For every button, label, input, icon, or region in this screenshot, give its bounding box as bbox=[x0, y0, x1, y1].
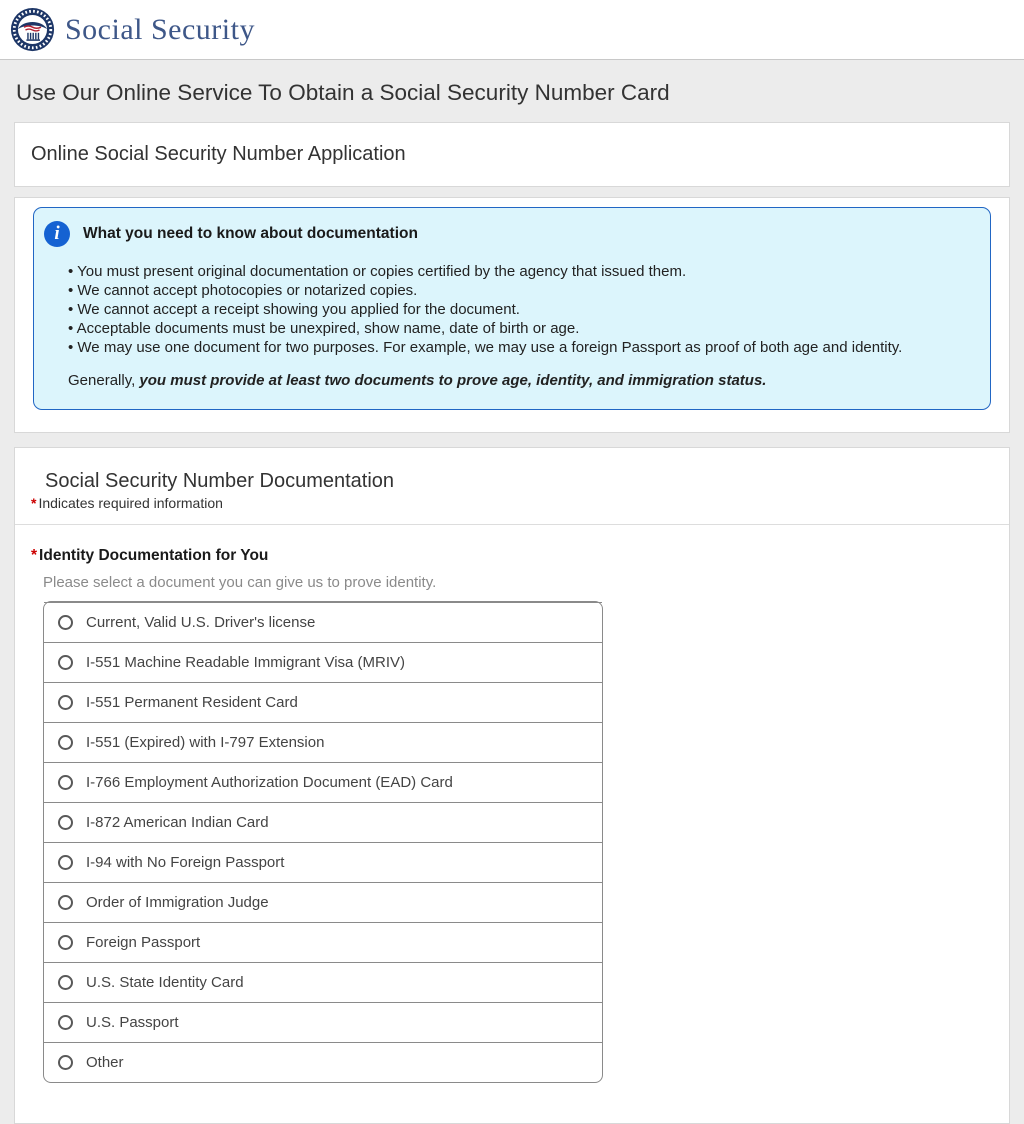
radio-button[interactable] bbox=[58, 1055, 73, 1070]
ssa-seal-icon bbox=[10, 7, 55, 52]
info-bullet-item: • You must present original documentation or copies certified by the agency that issued them. bbox=[68, 262, 970, 281]
radio-option-row[interactable] bbox=[44, 642, 602, 682]
application-title: Online Social Security Number Application bbox=[31, 143, 406, 165]
radio-option-row[interactable] bbox=[44, 762, 602, 802]
radio-option-label: Other bbox=[86, 1054, 124, 1071]
identity-options-list bbox=[43, 601, 603, 1083]
info-bullet-list bbox=[68, 262, 970, 357]
radio-option-label: I-766 Employment Authorization Document (EAD) Card bbox=[86, 774, 453, 791]
radio-option-label: U.S. State Identity Card bbox=[86, 974, 244, 991]
radio-button[interactable] bbox=[58, 815, 73, 830]
radio-option-row[interactable] bbox=[44, 882, 602, 922]
radio-option-row[interactable] bbox=[44, 962, 602, 1002]
radio-option-row[interactable] bbox=[44, 922, 602, 962]
radio-option-label: Current, Valid U.S. Driver's license bbox=[86, 614, 316, 631]
radio-button[interactable] bbox=[58, 895, 73, 910]
radio-option-label: U.S. Passport bbox=[86, 1014, 179, 1031]
radio-option-label: Order of Immigration Judge bbox=[86, 894, 269, 911]
radio-option-label: I-551 Permanent Resident Card bbox=[86, 694, 298, 711]
radio-option-label: I-551 (Expired) with I-797 Extension bbox=[86, 734, 325, 751]
info-card bbox=[14, 197, 1010, 433]
identity-documentation-label: * Identity Documentation for You bbox=[31, 547, 269, 564]
radio-option-row[interactable] bbox=[44, 1042, 602, 1082]
page-title: Use Our Online Service To Obtain a Social Security Number Card bbox=[16, 80, 670, 105]
radio-option-label: I-872 American Indian Card bbox=[86, 814, 269, 831]
app-header bbox=[0, 0, 1024, 60]
identity-instruction: Please select a document you can give us to prove identity. bbox=[43, 574, 437, 591]
radio-button[interactable] bbox=[58, 855, 73, 870]
radio-button[interactable] bbox=[58, 615, 73, 630]
info-box-title: What you need to know about documentation bbox=[83, 225, 418, 242]
brand-title: Social Security bbox=[65, 12, 255, 46]
section-divider bbox=[15, 524, 1009, 525]
documentation-card bbox=[14, 447, 1010, 1124]
radio-option-row[interactable] bbox=[44, 802, 602, 842]
radio-option-label: I-551 Machine Readable Immigrant Visa (MRIV) bbox=[86, 654, 406, 671]
required-asterisk: * bbox=[31, 547, 38, 564]
radio-option-label: Foreign Passport bbox=[86, 934, 201, 951]
info-note-prefix: Generally, bbox=[68, 372, 140, 389]
radio-option-row[interactable] bbox=[44, 722, 602, 762]
info-box bbox=[33, 207, 991, 410]
radio-option-row[interactable] bbox=[44, 1002, 602, 1042]
identity-documentation-section bbox=[31, 547, 993, 1083]
info-note bbox=[68, 372, 970, 389]
radio-option-row[interactable] bbox=[44, 842, 602, 882]
info-note-emphasis: you must provide at least two documents to prove age, identity, and immigration status. bbox=[139, 372, 767, 389]
radio-option-label: I-94 with No Foreign Passport bbox=[86, 854, 285, 871]
info-bullet-item: • Acceptable documents must be unexpired, show name, date of birth or age. bbox=[68, 319, 970, 338]
radio-button[interactable] bbox=[58, 975, 73, 990]
info-bullet-item: • We cannot accept a receipt showing you applied for the document. bbox=[68, 300, 970, 319]
documentation-section-title: Social Security Number Documentation bbox=[45, 470, 395, 492]
required-note: * Indicates required information bbox=[31, 495, 223, 511]
required-asterisk: * bbox=[31, 495, 37, 511]
radio-button[interactable] bbox=[58, 735, 73, 750]
radio-button[interactable] bbox=[58, 935, 73, 950]
radio-button[interactable] bbox=[58, 655, 73, 670]
radio-option-row[interactable] bbox=[44, 682, 602, 722]
radio-option-row[interactable] bbox=[44, 602, 602, 642]
application-title-card bbox=[14, 122, 1010, 187]
radio-button[interactable] bbox=[58, 1015, 73, 1030]
info-bullet-item: • We cannot accept photocopies or notarized copies. bbox=[68, 281, 970, 300]
radio-button[interactable] bbox=[58, 695, 73, 710]
info-icon: i bbox=[44, 221, 70, 247]
info-bullet-item: • We may use one document for two purposes. For example, we may use a foreign Passport as proof of both age and identity. bbox=[68, 338, 970, 357]
radio-button[interactable] bbox=[58, 775, 73, 790]
